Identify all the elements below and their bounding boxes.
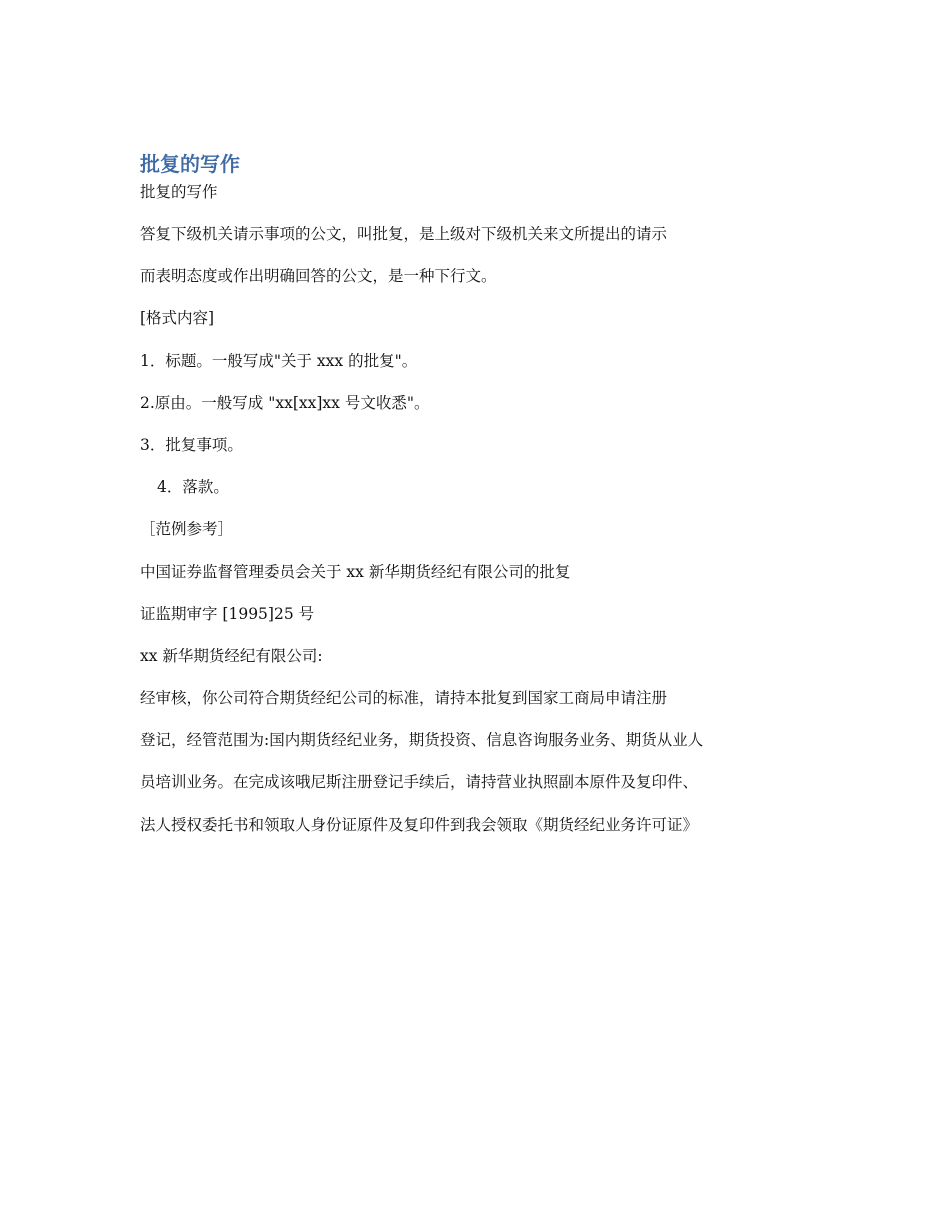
format-item-reason: 2.原由。一般写成 "xx[xx]xx 号文收悉"。 <box>140 393 430 412</box>
document-subtitle: 批复的写作 <box>140 183 218 201</box>
example-body-line-4: 法人授权委托书和领取人身份证原件及复印件到我会领取《期货经纪业务许可证》 <box>140 815 699 834</box>
example-body-line-1: 经审核，你公司符合期货经纪公司的标准，请持本批复到国家工商局申请注册 <box>140 689 668 708</box>
paragraph-definition-line-2: 而表明态度或作出明确回答的公文，是一种下行文。 <box>140 267 497 286</box>
format-item-signature: 4．落款。 <box>157 478 229 497</box>
example-document-number: 证监期审字 [1995]25 号 <box>140 604 315 623</box>
format-item-matters: 3．批复事项。 <box>140 435 243 454</box>
section-heading-example: ［范例参考］ <box>140 520 234 539</box>
paragraph-definition-line-1: 答复下级机关请示事项的公文，叫批复，是上级对下级机关来文所提出的请示 <box>140 225 668 243</box>
example-body-line-3: 员培训业务。在完成该哦尼斯注册登记手续后，请持营业执照副本原件及复印件、 <box>140 773 699 792</box>
document-page <box>140 148 820 855</box>
example-addressee: xx 新华期货经纪有限公司: <box>140 646 323 665</box>
document-title: 批复的写作 <box>140 152 240 176</box>
section-heading-format: [格式内容] <box>140 309 215 328</box>
example-body-line-2: 登记，经管范围为:国内期货经纪业务，期货投资、信息咨询服务业务、期货从业人 <box>140 731 704 750</box>
example-title: 中国证券监督管理委员会关于 xx 新华期货经纪有限公司的批复 <box>140 562 571 581</box>
format-item-title: 1．标题。一般写成"关于 xxx 的批复"。 <box>140 351 418 370</box>
